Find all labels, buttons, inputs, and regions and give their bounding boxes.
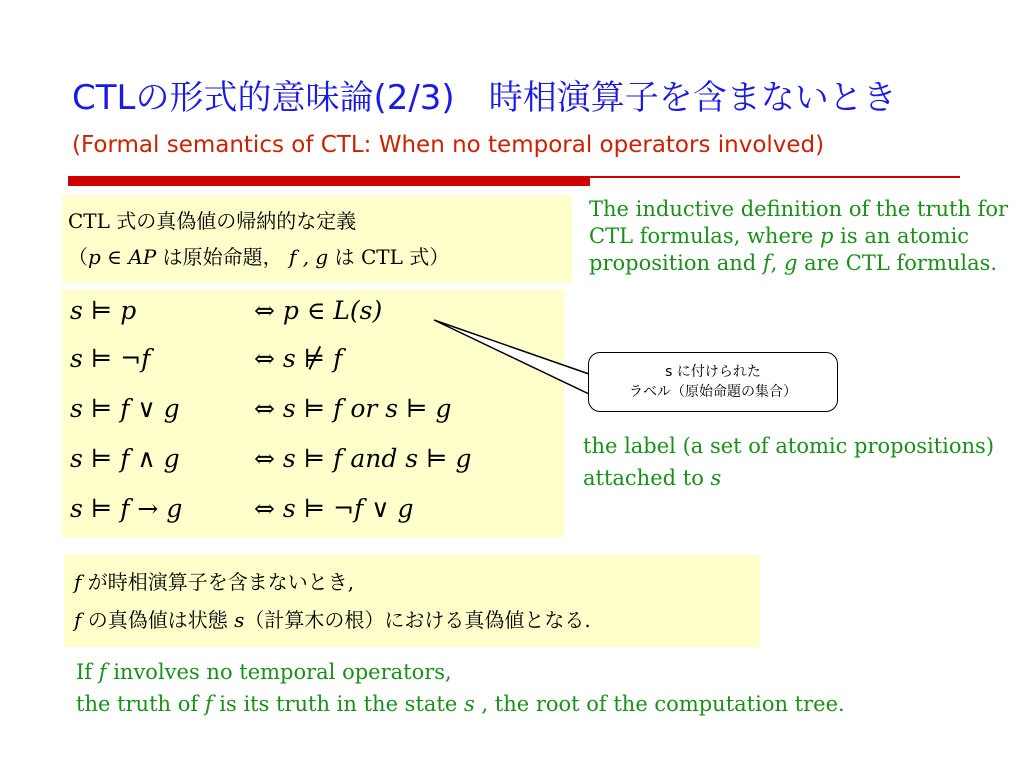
rule-rhs: ⇔ s ⊨ f and s ⊨ g [254, 444, 472, 473]
rule-lhs: s ⊨ f → g [70, 494, 183, 523]
note-text: are CTL formulas. [797, 251, 998, 275]
rule-rhs: ⇔ p ∈ L(s) [254, 296, 383, 325]
slide-subtitle: (Formal semantics of CTL: When no temporal operators involved) [72, 132, 825, 158]
rule-lhs: s ⊨ ¬f [70, 344, 151, 373]
label-note-line-2 [583, 462, 1023, 494]
title-rule-thick [68, 176, 590, 186]
rule-lhs: s ⊨ p [70, 296, 137, 325]
title-rule-thin [590, 176, 960, 178]
note-text: is an atomic proposition and [589, 224, 970, 275]
note-text: attached to [583, 466, 711, 490]
definition-mid: は原始命題， [156, 245, 289, 269]
bottom-text: the truth of [76, 692, 205, 716]
f-symbol: f [204, 692, 213, 716]
rule-lhs: s ⊨ f ∨ g [70, 394, 180, 423]
no-temporal-line-2 [74, 601, 760, 639]
definition-fg: f , g [288, 245, 329, 269]
inductive-definition-note [589, 196, 1019, 277]
note-f: f [762, 251, 771, 275]
bottom-text: involves no temporal operators, [106, 660, 452, 684]
definition-open-paren: （ [68, 245, 88, 269]
s-symbol: s [463, 692, 475, 716]
note-g: g [784, 251, 798, 275]
f-symbol: f [74, 608, 82, 632]
bottom-text: , the root of the computation tree. [474, 692, 845, 716]
definition-line-2 [68, 239, 572, 275]
label-note-line-1: the label (a set of atomic propositions) [583, 434, 995, 458]
bottom-line-2 [76, 688, 1016, 720]
f-text: （計算木の根）における真偽値となる. [244, 608, 591, 632]
definition-line-1: CTL 式の真偽値の帰納的な定義 [68, 209, 357, 233]
rule-lhs: s ⊨ f ∧ g [70, 444, 180, 473]
f-text: の真偽値は状態 [81, 608, 235, 632]
no-temporal-box [64, 555, 760, 647]
callout-line-2: ラベル（原始命題の集合） [629, 384, 797, 400]
f-symbol: f [74, 570, 82, 594]
bottom-line-1 [76, 656, 1016, 688]
note-s: s [710, 466, 722, 490]
bottom-text: is its truth in the state [212, 692, 464, 716]
definition-end: は CTL 式） [328, 245, 450, 269]
no-temporal-line-1 [74, 563, 760, 601]
rule-rhs: ⇔ s ⊭ f [254, 344, 343, 373]
label-callout [588, 352, 838, 412]
slide-title: CTLの形式的意味論(2/3) 時相演算子を含まないとき [72, 78, 897, 118]
label-note [583, 430, 1023, 494]
rule-rhs: ⇔ s ⊨ ¬f ∨ g [254, 494, 414, 523]
rule-rhs: ⇔ s ⊨ f or s ⊨ g [254, 394, 452, 423]
note-text: The inductive definition of the truth for CTL formulas, where [589, 197, 1009, 248]
semantics-rules-box [62, 290, 564, 537]
bottom-note [76, 656, 1016, 720]
f-symbol: f [98, 660, 107, 684]
s-symbol: s [234, 608, 245, 632]
note-p: p [820, 224, 834, 248]
callout-line-1: s に付けられた [665, 364, 761, 380]
f-text: が時相演算子を含まないとき, [81, 570, 355, 594]
bottom-text: If [76, 660, 99, 684]
note-text: , [770, 251, 785, 275]
definition-p-in-ap: p ∈ AP [88, 245, 157, 269]
definition-box [62, 195, 572, 283]
